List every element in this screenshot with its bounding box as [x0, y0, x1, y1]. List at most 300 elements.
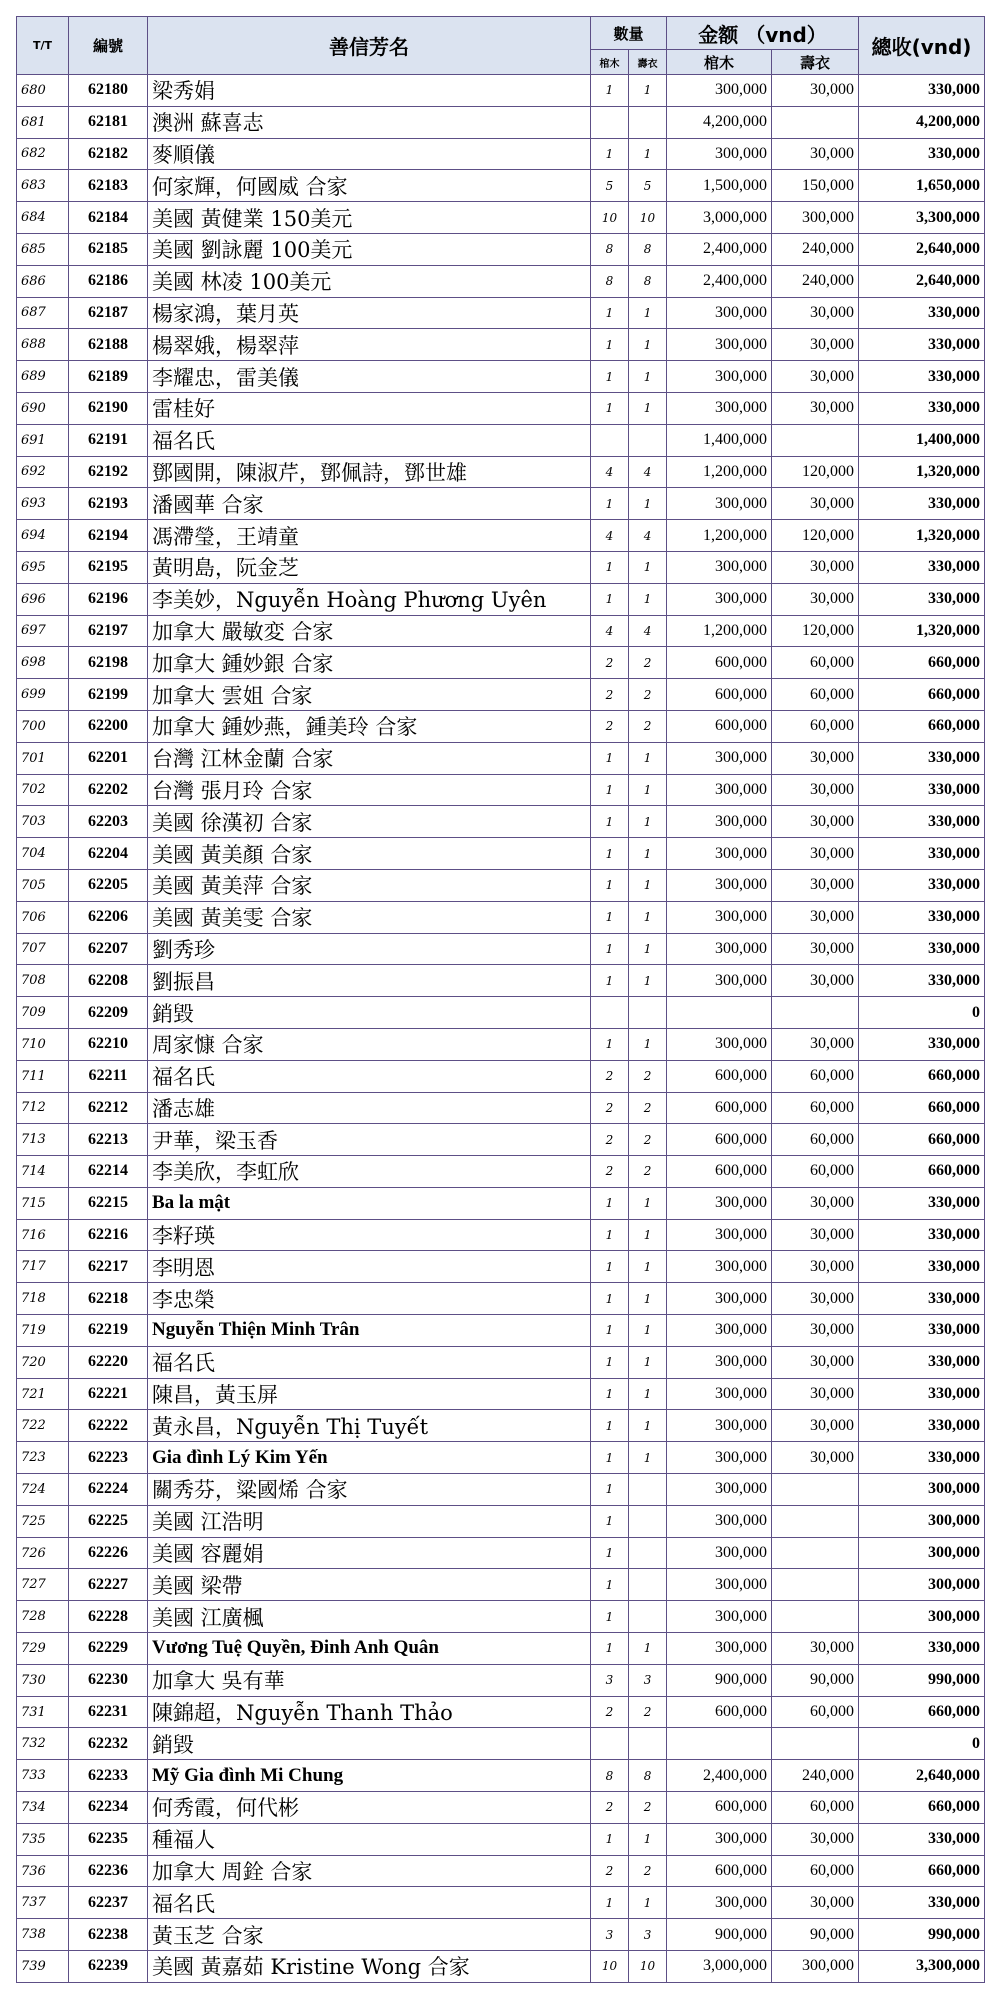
table-row — [17, 965, 985, 997]
table-row — [17, 488, 985, 520]
amount-coffin: 600,000 — [667, 1060, 772, 1092]
table-row — [17, 520, 985, 552]
qty-shroud: 2 — [629, 710, 667, 742]
qty-shroud — [629, 424, 667, 456]
donor-name: 福名氏 — [148, 1346, 591, 1378]
row-number: 688 — [17, 329, 69, 361]
qty-coffin: 1 — [591, 1378, 629, 1410]
total-amount: 660,000 — [859, 1092, 985, 1124]
total-amount: 660,000 — [859, 1696, 985, 1728]
qty-coffin — [591, 997, 629, 1029]
table-row — [17, 774, 985, 806]
total-amount: 2,640,000 — [859, 233, 985, 265]
donor-code: 62193 — [69, 488, 148, 520]
amount-shroud: 60,000 — [772, 1092, 859, 1124]
amount-shroud: 240,000 — [772, 1760, 859, 1792]
qty-shroud — [629, 997, 667, 1029]
total-amount: 1,320,000 — [859, 520, 985, 552]
qty-shroud: 1 — [629, 583, 667, 615]
qty-shroud: 1 — [629, 1887, 667, 1919]
amount-shroud — [772, 1728, 859, 1760]
amount-shroud: 30,000 — [772, 1283, 859, 1315]
total-amount: 330,000 — [859, 1187, 985, 1219]
donor-code: 62216 — [69, 1219, 148, 1251]
donor-name: 雷桂好 — [148, 392, 591, 424]
qty-shroud — [629, 1569, 667, 1601]
total-amount: 3,300,000 — [859, 202, 985, 234]
table-row — [17, 1569, 985, 1601]
qty-coffin: 1 — [591, 1283, 629, 1315]
donor-code: 62189 — [69, 361, 148, 393]
row-number: 708 — [17, 965, 69, 997]
donor-code: 62226 — [69, 1537, 148, 1569]
table-row — [17, 202, 985, 234]
total-amount: 2,640,000 — [859, 265, 985, 297]
row-number: 703 — [17, 806, 69, 838]
row-number: 711 — [17, 1060, 69, 1092]
qty-shroud: 2 — [629, 1156, 667, 1188]
total-amount: 330,000 — [859, 774, 985, 806]
header-amount-shroud: 壽衣 — [772, 50, 859, 75]
qty-coffin: 2 — [591, 679, 629, 711]
qty-coffin: 1 — [591, 392, 629, 424]
qty-coffin: 1 — [591, 742, 629, 774]
qty-coffin: 5 — [591, 170, 629, 202]
amount-coffin: 300,000 — [667, 583, 772, 615]
donor-code: 62187 — [69, 297, 148, 329]
qty-coffin: 10 — [591, 202, 629, 234]
donor-name: 陳昌，黃玉屏 — [148, 1378, 591, 1410]
qty-shroud: 8 — [629, 233, 667, 265]
qty-coffin: 1 — [591, 1251, 629, 1283]
amount-shroud — [772, 1505, 859, 1537]
qty-shroud — [629, 1474, 667, 1506]
amount-shroud: 120,000 — [772, 520, 859, 552]
table-row — [17, 1092, 985, 1124]
qty-coffin: 1 — [591, 138, 629, 170]
donor-code: 62219 — [69, 1315, 148, 1347]
donor-name: 加拿大 吳有華 — [148, 1664, 591, 1696]
qty-shroud: 1 — [629, 1410, 667, 1442]
qty-shroud: 8 — [629, 1760, 667, 1792]
total-amount: 330,000 — [859, 1346, 985, 1378]
amount-shroud: 120,000 — [772, 456, 859, 488]
row-number: 682 — [17, 138, 69, 170]
donor-code: 62195 — [69, 551, 148, 583]
qty-coffin: 1 — [591, 1474, 629, 1506]
donor-code: 62184 — [69, 202, 148, 234]
qty-coffin: 1 — [591, 1219, 629, 1251]
table-row — [17, 424, 985, 456]
total-amount: 330,000 — [859, 392, 985, 424]
table-row — [17, 106, 985, 138]
qty-shroud: 5 — [629, 170, 667, 202]
qty-coffin: 1 — [591, 488, 629, 520]
donor-code: 62220 — [69, 1346, 148, 1378]
amount-shroud: 240,000 — [772, 233, 859, 265]
amount-shroud: 30,000 — [772, 488, 859, 520]
total-amount: 1,400,000 — [859, 424, 985, 456]
amount-coffin: 300,000 — [667, 806, 772, 838]
total-amount: 330,000 — [859, 361, 985, 393]
amount-coffin: 300,000 — [667, 838, 772, 870]
qty-coffin — [591, 106, 629, 138]
amount-coffin: 300,000 — [667, 488, 772, 520]
donor-name: 李忠榮 — [148, 1283, 591, 1315]
table-row — [17, 1505, 985, 1537]
table-row — [17, 615, 985, 647]
amount-coffin: 300,000 — [667, 1601, 772, 1633]
donor-code: 62235 — [69, 1823, 148, 1855]
table-row — [17, 997, 985, 1029]
total-amount: 330,000 — [859, 1283, 985, 1315]
donor-name: 潘國華 合家 — [148, 488, 591, 520]
donor-code: 62208 — [69, 965, 148, 997]
donor-name: 鄧國開，陳淑芹，鄧佩詩，鄧世雄 — [148, 456, 591, 488]
donor-code: 62239 — [69, 1951, 148, 1983]
table-row — [17, 742, 985, 774]
donor-name: 關秀芬，粱國烯 合家 — [148, 1474, 591, 1506]
table-row — [17, 1823, 985, 1855]
donor-code: 62183 — [69, 170, 148, 202]
total-amount: 4,200,000 — [859, 106, 985, 138]
row-number: 710 — [17, 1028, 69, 1060]
amount-coffin: 300,000 — [667, 1410, 772, 1442]
qty-shroud — [629, 106, 667, 138]
header-name: 善信芳名 — [148, 17, 591, 75]
row-number: 698 — [17, 647, 69, 679]
total-amount: 1,320,000 — [859, 615, 985, 647]
qty-shroud: 1 — [629, 1633, 667, 1665]
amount-coffin: 300,000 — [667, 297, 772, 329]
table-row — [17, 138, 985, 170]
table-row — [17, 1792, 985, 1824]
donor-code: 62222 — [69, 1410, 148, 1442]
donor-code: 62233 — [69, 1760, 148, 1792]
qty-shroud: 1 — [629, 297, 667, 329]
qty-shroud: 1 — [629, 138, 667, 170]
amount-shroud: 30,000 — [772, 901, 859, 933]
qty-coffin: 4 — [591, 456, 629, 488]
amount-shroud: 30,000 — [772, 1187, 859, 1219]
amount-coffin: 600,000 — [667, 1792, 772, 1824]
qty-coffin: 1 — [591, 297, 629, 329]
row-number: 729 — [17, 1633, 69, 1665]
amount-coffin: 300,000 — [667, 965, 772, 997]
qty-coffin: 1 — [591, 1505, 629, 1537]
qty-coffin: 3 — [591, 1664, 629, 1696]
amount-shroud: 90,000 — [772, 1919, 859, 1951]
qty-shroud: 1 — [629, 1187, 667, 1219]
qty-coffin: 1 — [591, 1442, 629, 1474]
amount-shroud: 60,000 — [772, 1156, 859, 1188]
row-number: 721 — [17, 1378, 69, 1410]
table-row — [17, 1346, 985, 1378]
amount-shroud — [772, 1537, 859, 1569]
amount-shroud — [772, 424, 859, 456]
amount-coffin: 1,500,000 — [667, 170, 772, 202]
total-amount: 0 — [859, 1728, 985, 1760]
row-number: 715 — [17, 1187, 69, 1219]
row-number: 717 — [17, 1251, 69, 1283]
row-number: 714 — [17, 1156, 69, 1188]
donor-code: 62201 — [69, 742, 148, 774]
row-number: 701 — [17, 742, 69, 774]
qty-coffin: 1 — [591, 1187, 629, 1219]
total-amount: 330,000 — [859, 75, 985, 107]
row-number: 680 — [17, 75, 69, 107]
donor-name: 福名氏 — [148, 424, 591, 456]
qty-shroud: 1 — [629, 392, 667, 424]
amount-coffin: 1,200,000 — [667, 520, 772, 552]
donor-code: 62181 — [69, 106, 148, 138]
donor-code: 62196 — [69, 583, 148, 615]
qty-shroud: 4 — [629, 520, 667, 552]
qty-coffin: 1 — [591, 965, 629, 997]
amount-coffin: 300,000 — [667, 1474, 772, 1506]
qty-coffin: 2 — [591, 710, 629, 742]
amount-shroud: 90,000 — [772, 1664, 859, 1696]
donor-code: 62205 — [69, 869, 148, 901]
total-amount: 330,000 — [859, 1028, 985, 1060]
amount-coffin: 2,400,000 — [667, 233, 772, 265]
table-row — [17, 1442, 985, 1474]
header-qty-shroud: 壽衣 — [629, 50, 667, 75]
row-number: 699 — [17, 679, 69, 711]
total-amount: 300,000 — [859, 1505, 985, 1537]
row-number: 689 — [17, 361, 69, 393]
donor-code: 62238 — [69, 1919, 148, 1951]
qty-shroud: 3 — [629, 1919, 667, 1951]
table-row — [17, 1919, 985, 1951]
table-row — [17, 1187, 985, 1219]
amount-shroud: 30,000 — [772, 1028, 859, 1060]
donor-name: Gia đình Lý Kim Yến — [148, 1442, 591, 1474]
qty-shroud: 10 — [629, 1951, 667, 1983]
amount-shroud: 30,000 — [772, 965, 859, 997]
total-amount: 330,000 — [859, 901, 985, 933]
total-amount: 330,000 — [859, 1633, 985, 1665]
header-amount-coffin: 棺木 — [667, 50, 772, 75]
table-row — [17, 1696, 985, 1728]
donor-code: 62188 — [69, 329, 148, 361]
row-number: 737 — [17, 1887, 69, 1919]
amount-shroud: 30,000 — [772, 1633, 859, 1665]
donor-name: 加拿大 嚴敏変 合家 — [148, 615, 591, 647]
qty-shroud: 1 — [629, 75, 667, 107]
qty-shroud — [629, 1537, 667, 1569]
donor-name: 加拿大 鍾妙銀 合家 — [148, 647, 591, 679]
donor-code: 62234 — [69, 1792, 148, 1824]
qty-shroud: 1 — [629, 329, 667, 361]
amount-coffin: 600,000 — [667, 647, 772, 679]
amount-coffin: 2,400,000 — [667, 265, 772, 297]
donor-code: 62185 — [69, 233, 148, 265]
total-amount: 330,000 — [859, 551, 985, 583]
table-row — [17, 297, 985, 329]
table-row — [17, 233, 985, 265]
amount-coffin: 300,000 — [667, 138, 772, 170]
qty-coffin: 2 — [591, 1792, 629, 1824]
row-number: 705 — [17, 869, 69, 901]
amount-coffin: 300,000 — [667, 1346, 772, 1378]
total-amount: 1,650,000 — [859, 170, 985, 202]
donor-code: 62198 — [69, 647, 148, 679]
amount-shroud: 30,000 — [772, 297, 859, 329]
amount-coffin: 300,000 — [667, 551, 772, 583]
table-row — [17, 1315, 985, 1347]
table-row — [17, 1951, 985, 1983]
donor-code: 62229 — [69, 1633, 148, 1665]
amount-coffin: 300,000 — [667, 1633, 772, 1665]
donor-name: 周家慷 合家 — [148, 1028, 591, 1060]
table-row — [17, 679, 985, 711]
amount-shroud: 30,000 — [772, 1378, 859, 1410]
total-amount: 330,000 — [859, 1251, 985, 1283]
donor-code: 62211 — [69, 1060, 148, 1092]
amount-shroud: 60,000 — [772, 1696, 859, 1728]
qty-shroud: 1 — [629, 1315, 667, 1347]
row-number: 706 — [17, 901, 69, 933]
total-amount: 0 — [859, 997, 985, 1029]
amount-shroud: 30,000 — [772, 933, 859, 965]
table-header — [17, 17, 985, 75]
amount-coffin: 300,000 — [667, 329, 772, 361]
qty-shroud: 1 — [629, 965, 667, 997]
amount-shroud: 30,000 — [772, 838, 859, 870]
donor-name: 福名氏 — [148, 1060, 591, 1092]
amount-coffin: 300,000 — [667, 1823, 772, 1855]
qty-coffin: 1 — [591, 1887, 629, 1919]
table-row — [17, 1251, 985, 1283]
donor-code: 62217 — [69, 1251, 148, 1283]
donor-name: Mỹ Gia đình Mi Chung — [148, 1760, 591, 1792]
total-amount: 330,000 — [859, 1442, 985, 1474]
row-number: 713 — [17, 1124, 69, 1156]
table-row — [17, 806, 985, 838]
amount-shroud: 240,000 — [772, 265, 859, 297]
amount-shroud: 60,000 — [772, 1855, 859, 1887]
qty-coffin: 1 — [591, 1410, 629, 1442]
donor-name: 加拿大 雲姐 合家 — [148, 679, 591, 711]
amount-coffin: 600,000 — [667, 1855, 772, 1887]
amount-shroud: 30,000 — [772, 1219, 859, 1251]
donor-code: 62212 — [69, 1092, 148, 1124]
row-number: 707 — [17, 933, 69, 965]
amount-coffin: 300,000 — [667, 1505, 772, 1537]
donor-code: 62180 — [69, 75, 148, 107]
donor-code: 62207 — [69, 933, 148, 965]
table-row — [17, 1728, 985, 1760]
qty-shroud: 1 — [629, 1283, 667, 1315]
header-qty: 數量 — [591, 17, 667, 50]
row-number: 738 — [17, 1919, 69, 1951]
qty-shroud: 1 — [629, 901, 667, 933]
total-amount: 990,000 — [859, 1664, 985, 1696]
total-amount: 660,000 — [859, 1156, 985, 1188]
donor-name: Nguyễn Thiện Minh Trân — [148, 1315, 591, 1347]
qty-coffin: 8 — [591, 1760, 629, 1792]
row-number: 683 — [17, 170, 69, 202]
amount-shroud: 30,000 — [772, 75, 859, 107]
amount-shroud: 30,000 — [772, 1315, 859, 1347]
donor-name: 美國 黃健業 150美元 — [148, 202, 591, 234]
table-row — [17, 1855, 985, 1887]
donor-name: Vương Tuệ Quyền, Đinh Anh Quân — [148, 1633, 591, 1665]
table-row — [17, 75, 985, 107]
qty-shroud: 2 — [629, 647, 667, 679]
qty-coffin: 1 — [591, 1569, 629, 1601]
table-row — [17, 265, 985, 297]
table-row — [17, 1887, 985, 1919]
total-amount: 660,000 — [859, 1792, 985, 1824]
donor-name: 美國 徐漢初 合家 — [148, 806, 591, 838]
amount-coffin: 4,200,000 — [667, 106, 772, 138]
table-row — [17, 551, 985, 583]
donor-name: 台灣 張月玲 合家 — [148, 774, 591, 806]
donor-code: 62227 — [69, 1569, 148, 1601]
table-row — [17, 1633, 985, 1665]
qty-shroud: 1 — [629, 1219, 667, 1251]
donor-code: 62213 — [69, 1124, 148, 1156]
row-number: 702 — [17, 774, 69, 806]
amount-coffin: 2,400,000 — [667, 1760, 772, 1792]
donor-name: 楊翠娥，楊翠萍 — [148, 329, 591, 361]
total-amount: 3,300,000 — [859, 1951, 985, 1983]
qty-shroud — [629, 1505, 667, 1537]
total-amount: 660,000 — [859, 679, 985, 711]
total-amount: 330,000 — [859, 742, 985, 774]
qty-shroud: 2 — [629, 679, 667, 711]
qty-coffin: 1 — [591, 329, 629, 361]
donor-code: 62223 — [69, 1442, 148, 1474]
qty-shroud: 1 — [629, 1346, 667, 1378]
amount-coffin: 3,000,000 — [667, 202, 772, 234]
amount-shroud: 60,000 — [772, 1060, 859, 1092]
donor-code: 62231 — [69, 1696, 148, 1728]
qty-coffin: 2 — [591, 1092, 629, 1124]
qty-shroud: 1 — [629, 361, 667, 393]
qty-coffin: 4 — [591, 615, 629, 647]
donor-name: 台灣 江林金蘭 合家 — [148, 742, 591, 774]
row-number: 739 — [17, 1951, 69, 1983]
amount-coffin: 600,000 — [667, 679, 772, 711]
amount-shroud: 30,000 — [772, 551, 859, 583]
qty-coffin: 1 — [591, 933, 629, 965]
amount-shroud: 150,000 — [772, 170, 859, 202]
qty-shroud: 2 — [629, 1792, 667, 1824]
amount-coffin: 300,000 — [667, 1028, 772, 1060]
donor-name: 澳洲 蘇喜志 — [148, 106, 591, 138]
qty-shroud: 4 — [629, 456, 667, 488]
amount-shroud: 30,000 — [772, 583, 859, 615]
donor-code: 62228 — [69, 1601, 148, 1633]
table-row — [17, 1410, 985, 1442]
amount-shroud: 60,000 — [772, 1792, 859, 1824]
table-row — [17, 1156, 985, 1188]
donor-name: 黃明島，阮金芝 — [148, 551, 591, 583]
donor-name: 李耀忠，雷美儀 — [148, 361, 591, 393]
total-amount: 330,000 — [859, 329, 985, 361]
amount-shroud: 30,000 — [772, 1442, 859, 1474]
qty-shroud: 2 — [629, 1124, 667, 1156]
total-amount: 1,320,000 — [859, 456, 985, 488]
row-number: 728 — [17, 1601, 69, 1633]
table-row — [17, 1664, 985, 1696]
row-number: 736 — [17, 1855, 69, 1887]
donor-name: 銷毀 — [148, 997, 591, 1029]
amount-shroud: 30,000 — [772, 774, 859, 806]
